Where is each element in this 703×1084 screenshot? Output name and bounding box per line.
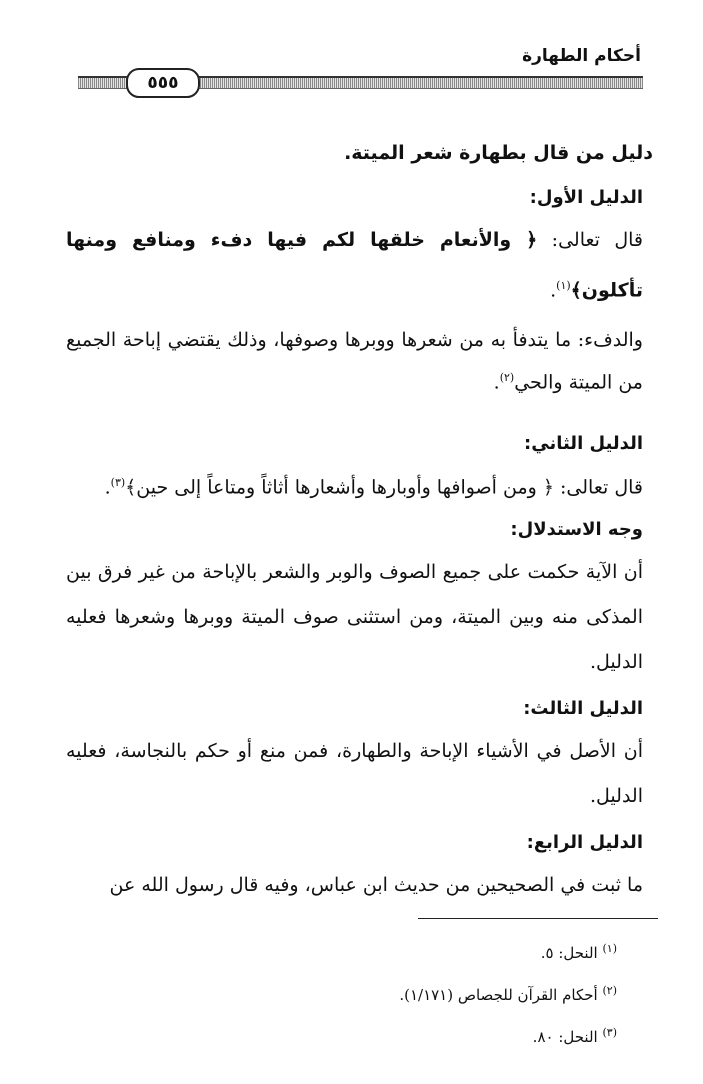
evidence-1-heading: الدليل الأول: (529, 187, 643, 208)
evidence-4-heading: الدليل الرابع: (526, 831, 643, 853)
evidence-2-text: قال تعالى: ﴿ ومن أصوافها وأوبارها وأشعارها أثاثاً ومتاعاً إلى حين﴾$^{(٣)}$. (104, 475, 643, 498)
evidence-3-heading: الدليل الثالث: (523, 697, 643, 719)
evidence-4-text: ما ثبت في الصحيحين من حديث ابن عباس، وفيه قال رسول الله عن (109, 873, 643, 896)
section-heading: دليل من قال بطهارة شعر الميتة. (344, 142, 653, 164)
page-number: ٥٥٥ (126, 68, 200, 98)
verse-intro: قال تعالى: (537, 229, 643, 251)
evidence-1-explanation: والدفء: ما يتدفأ به من شعرها ووبرها وصوفها، وذلك يقتضي إباحة الجميع من الميتة والحي$^{(٢)}$. (66, 329, 643, 394)
page-body (66, 132, 653, 908)
evidence-2-heading: الدليل الثاني: (524, 432, 643, 454)
footnote-2: $^{(٢)}$ أحكام القرآن للجصاص (١/١٧١). (399, 984, 617, 1004)
footnote-separator (418, 918, 658, 919)
evidence-3-text: أن الأصل في الأشياء الإباحة والطهارة، فمن منع أو حكم بالنجاسة، فعليه الدليل. (66, 739, 643, 807)
footnote-1: $^{(١)}$ النحل: ٥. (540, 942, 617, 962)
running-header-title: أحكام الطهارة (522, 46, 641, 66)
footnote-ref: (٣) (110, 475, 126, 489)
verse-text: ﴿ والأنعام خلقها لكم فيها دفء ومنافع ومنها تأكلون﴾ (66, 229, 643, 302)
evidence-1-verse: قال تعالى: ﴿ والأنعام خلقها لكم فيها دفء ومنافع ومنها تأكلون﴾$^{(١)}$. (66, 229, 643, 302)
footnote-3: $^{(٣)}$ النحل: ٨٠. (532, 1026, 617, 1046)
reasoning-heading: وجه الاستدلال: (510, 518, 643, 540)
footnote-ref: (٢) (499, 371, 515, 385)
reasoning-text: أن الآية حكمت على جميع الصوف والوبر والشعر بالإباحة من غير فرق بين المذكى منه وبين الميتة، ومن استثنى صوف الميتة ووبرها وشعرها فعليه الدليل. (66, 560, 643, 673)
footnote-ref: (١) (556, 279, 571, 292)
footnotes (399, 930, 617, 1056)
